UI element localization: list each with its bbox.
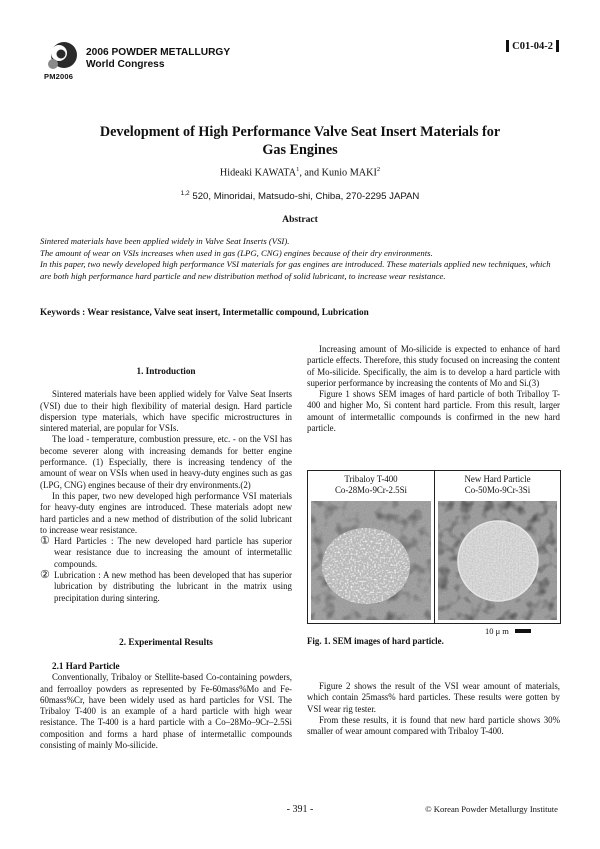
paragraph: Conventionally, Tribaloy or Stellite-based Co-containing powders, and ferroalloy powders as represented by Fe-60mass%Mo and Fe-60mass%Cr, have been widely used as hard particles for VSI. The Tribaloy T-400 is an example of a hard particle with high wear resistance. The T-400 is a hard particle with a Co–28Mo–9Cr–2.5Si composition and forms a hard phase of intermetallic compounds consisting of mainly Mo-silicide. xyxy=(40,672,292,751)
left-column-section-1 xyxy=(40,366,292,604)
author-1: Hideaki KAWATA xyxy=(219,167,297,179)
list-marker: ① xyxy=(40,535,50,548)
affiliation xyxy=(60,190,540,202)
scale-bar-mark xyxy=(515,629,531,633)
copyright: © Korean Powder Metallurgy Institute xyxy=(425,804,558,814)
paragraph: Sintered materials have been applied widely for Valve Seat Inserts (VSI) due to their high flexibility of material design. Hard particle dispersion type materials, which have specific microstructures in sintered material, are popular for VSIs. xyxy=(40,389,292,434)
list-text: Lubrication : A new method has been developed that has superior lubrication by distributing the lubricant in the matrix using precipitation during sintering. xyxy=(54,570,292,603)
keywords: Keywords : Wear resistance, Valve seat insert, Intermetallic compound, Lubrication xyxy=(40,307,369,317)
subsection-heading: 2.1 Hard Particle xyxy=(52,661,120,671)
panel-label-line: Co-28Mo-9Cr-2.5Si xyxy=(334,485,408,495)
abstract-line: The amount of wear on VSIs increases when used in gas (LPG, CNG) engines because of their dry environments. xyxy=(40,247,433,258)
figure-1 xyxy=(307,470,561,624)
affiliation-sup: 1,2 xyxy=(180,190,190,197)
sem-image-tribaloy xyxy=(311,501,431,620)
conference-line-1: 2006 POWDER METALLURGY xyxy=(86,47,231,58)
paragraph: From these results, it is found that new hard particle shows 30% smaller of wear amount compared with Tribaloy T-400. xyxy=(307,714,560,737)
paragraph: Figure 1 shows SEM images of hard particle of both Triballoy T-400 and higher Mo, Si content hard particle. From this result, larger amount of intermetallic compounds is confirmed in the new hard particle. xyxy=(307,389,560,434)
author-conj: , and xyxy=(299,167,322,179)
conference-title xyxy=(86,47,230,71)
author-1-sup: 1 xyxy=(296,166,300,173)
section-2-heading: 2. Experimental Results xyxy=(119,637,213,647)
abstract-line: In this paper, two newly developed high performance VSI materials for gas engines are introduced. These materials applied new techniques, which are both high performance hard particle and new distribution method of solid lubricant, to increase wear resistance. xyxy=(40,259,551,281)
paragraph: Increasing amount of Mo-silicide is expected to enhance of hard particle effects. Therefore, this study focused on increasing the content of Mo-silicide. Specifically, the aim is to develop a hard particle with superior performance by increasing the contents of Mo and Si.(3) xyxy=(307,344,560,388)
right-column-top xyxy=(307,344,560,434)
list-item xyxy=(40,536,292,570)
panel-label-line: New Hard Particle xyxy=(464,474,531,484)
figure-1-caption: Fig. 1. SEM images of hard particle. xyxy=(307,636,444,646)
right-column-bottom xyxy=(307,681,560,737)
figure-panel-right xyxy=(435,471,560,623)
left-column-section-2 xyxy=(40,661,292,751)
list-item xyxy=(40,570,292,604)
abstract-body xyxy=(40,236,562,282)
logo-label: PM2006 xyxy=(44,72,74,81)
title-line-1: Development of High Performance Valve Seat Insert Materials for xyxy=(99,124,501,140)
panel-label xyxy=(308,471,434,496)
list-marker: ② xyxy=(40,569,50,582)
badge-bar-right xyxy=(556,40,559,52)
scale-bar xyxy=(485,626,531,636)
paper-code: C01-04-2 xyxy=(512,40,553,52)
author-2-sup: 2 xyxy=(376,166,381,173)
page-number: - 391 - xyxy=(286,804,314,815)
conference-line-2: World Congress xyxy=(86,59,165,70)
paragraph: Figure 2 shows the result of the VSI wear amount of materials, which contain 25mass% hard particles. These results were gotten by VSI wear rig tester. xyxy=(307,681,560,714)
scale-label: 10 μ m xyxy=(485,626,509,636)
figure-panel-left xyxy=(308,471,435,623)
affiliation-text: 520, Minoridai, Matsudo-shi, Chiba, 270-2295 JAPAN xyxy=(192,191,420,203)
paper-code-badge xyxy=(506,40,559,52)
section-1-heading: 1. Introduction xyxy=(136,366,196,376)
panel-label-line: Tribaloy T-400 xyxy=(344,474,398,484)
abstract-heading: Abstract xyxy=(282,214,318,225)
paragraph: In this paper, two new developed high performance VSI materials for heavy-duty engines are introduced. These materials adopt new hard particles and a new method of distribution of the solid lubricant to increase wear resistance. xyxy=(40,490,292,535)
abstract-line: Sintered materials have been applied widely in Valve Seat Inserts (VSI). xyxy=(40,236,290,246)
panel-label xyxy=(435,471,560,496)
authors xyxy=(60,166,540,178)
badge-bar-left xyxy=(506,40,509,52)
list-text: Hard Particles : The new developed hard particle has superior wear resistance due to increasing the amount of intermetallic compounds. xyxy=(54,536,292,569)
panel-label-line: Co-50Mo-9Cr-3Si xyxy=(464,485,531,495)
author-2: Kunio MAKI xyxy=(321,167,377,179)
paper-title xyxy=(60,123,540,159)
paragraph: The load - temperature, combustion pressure, etc. - on the VSI has become severer along with increasing demands for better engine performance. (1) Especially, there is increasing tendency of the amount of wear on VSIs when used in heavy-duty engines such as gas (LPG, CNG) engines because of their dry environments.(2) xyxy=(40,434,292,490)
sem-image-new-particle xyxy=(438,501,557,620)
title-line-2: Gas Engines xyxy=(262,142,338,158)
